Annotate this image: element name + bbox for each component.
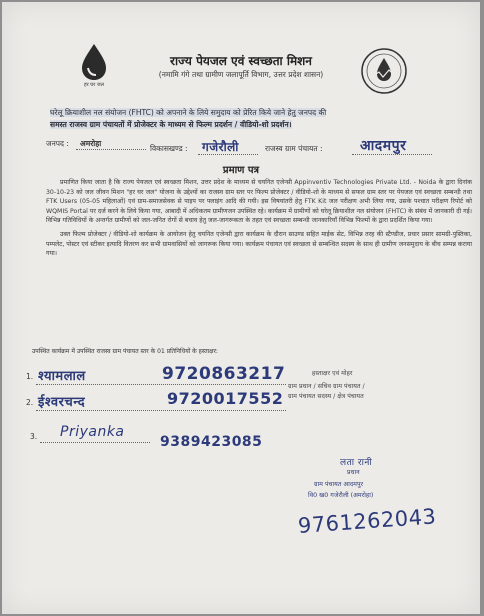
stamp-designation: प्रधान (347, 469, 360, 476)
certificate-title: प्रमाण पत्र (222, 165, 260, 176)
gp-label: राजस्व ग्राम पंचायत : (265, 144, 323, 153)
banner-line-2: समस्त राजस्व ग्राम पंचायतों में प्रोजेक्टर के माध्यम से फिल्म प्रदर्शन / वीडियो-शो प्रदर्शन। (50, 120, 292, 129)
signatory-role-2: ग्राम पंचायत सदस्य / क्षेत्र पंचायत (288, 393, 364, 400)
witness-2-num: 2. (26, 398, 34, 407)
gp-value: आदमपुर (360, 138, 407, 154)
stamp-signature: लता रानी (340, 458, 373, 468)
certificate-document (2, 2, 480, 614)
mission-subtitle: (नमामि गंगे तथा ग्रामीण जलापूर्ति विभाग, उत्तर प्रदेश शासन) (158, 70, 324, 79)
witness-1-num: 1. (26, 372, 34, 381)
body-paragraph-2: उक्त फिल्म प्रोजेक्टर / वीडियो-शो कार्यक्रम के आयोजन हेतु चयनित एजेन्सी द्वारा कार्यक्रम के दौरान साउण्ड सहित माईक सेट, विभिन्न तरह की स्टैण्डीज, प्रचार प्रसार सामग्री-पुस्तिका, पम्पलेट, पोस्टर एवं स्टीकर इत्यादि वितरण कर सभी ग्रामवासियों को जागरूक किया गया। कार्यक्रम पंचायत एवं स्वच्छता से सम्बन्धित सदस्य के साथ ही ग्रामीण जनसमुदाय के बीच सम्पन्न कराया गया। (46, 230, 472, 258)
banner-line-1: घरेलू क्रियाशील नल संयोजन (FHTC) को अपनाने के लिये समुदाय को प्रेरित किये जाने हेतु जनपद की (50, 108, 327, 117)
district-label: जनपद : (46, 139, 69, 148)
stamp-block: वि0 ख0 गजेरौली (अमरोहा) (308, 492, 374, 499)
district-value: अमरोहा (80, 139, 102, 148)
witness-3-phone: 9389423085 (160, 434, 263, 450)
witness-1-name: श्यामलाल (38, 369, 86, 384)
witness-2-name: ईश्वरचन्द (38, 395, 86, 410)
signature-label: हस्ताक्षर एवं मोहर (312, 370, 353, 377)
witness-intro: उपस्थित कार्यक्रम में उपस्थित राजस्व ग्राम पंचायत स्तर के 01 प्रतिनिधियों के हस्ताक्षर: (32, 348, 218, 355)
stamp-phone: 9761262043 (297, 504, 438, 538)
witness-1-phone: 9720863217 (162, 364, 286, 384)
body-paragraph-1: प्रमाणित किया जाता है कि राज्य पेयजल एवं स्वच्छता मिशन, उत्तर प्रदेश के माध्यम से चयनित एजेन्सी Appinventiv Technologies Private Ltd. - Noida के द्वारा दिनांक 30-10-23 को जल जीवन मिशन "हर घर जल" योजना के उद्देश्यों का राजस्व ग्राम स्तर पर फिल्म प्रोजेक्टर / वीडियो-शो के माध्यम से सफल ग्राम स्तर पर पेयजल एवं स्वच्छता सम्बन्धी तथा FTK Users (05-05 महिलाओं) एवं ग्राम-समाजसेवक से पाइप पर फ्लाइंग आदि की गयी। इस विषयांतरी हेतु FTK Kit जल परीक्षण अभी लिया गया, उसके पश्चात परीक्षण रिपोर्ट को WQMIS Portal पर दर्ज करने के लिये किया गया, आबादी में अधिकतम ग्रामीणजन उपस्थित रहे। कार्यक्रम में ग्रामीणों को घरेलू क्रियाशील नल संयोजन (FHTC) के संबंध में जानकारी दी गई। विभिन्न गतिविधियों के अन्तर्गत ग्रामीणों को जल-जनित रोगों से बचाव हेतु जल-जागरूकता के तहत एवं स्वच्छता सम्बन्धी जानकारियाँ विभिन्न फिल्मों के द्वारा प्रदर्शित किया गया। (46, 179, 472, 225)
certificate-body (46, 178, 472, 263)
witness-2-phone: 9720017552 (167, 389, 284, 408)
signatory-role-1: ग्राम प्रधान / सचिव ग्राम पंचायत / (288, 383, 365, 390)
block-label: विकासखण्ड : (150, 144, 188, 153)
witness-3-name: Priyanka (60, 424, 125, 440)
program-banner (50, 107, 472, 131)
block-value: गजेरौली (202, 140, 239, 154)
left-logo-text: हर घर जल (84, 82, 104, 88)
stamp-village: ग्राम पंचायत आदमपुर (314, 481, 364, 488)
mission-title: राज्य पेयजल एवं स्वच्छता मिशन (170, 54, 312, 68)
witness-3-num: 3. (30, 432, 38, 441)
